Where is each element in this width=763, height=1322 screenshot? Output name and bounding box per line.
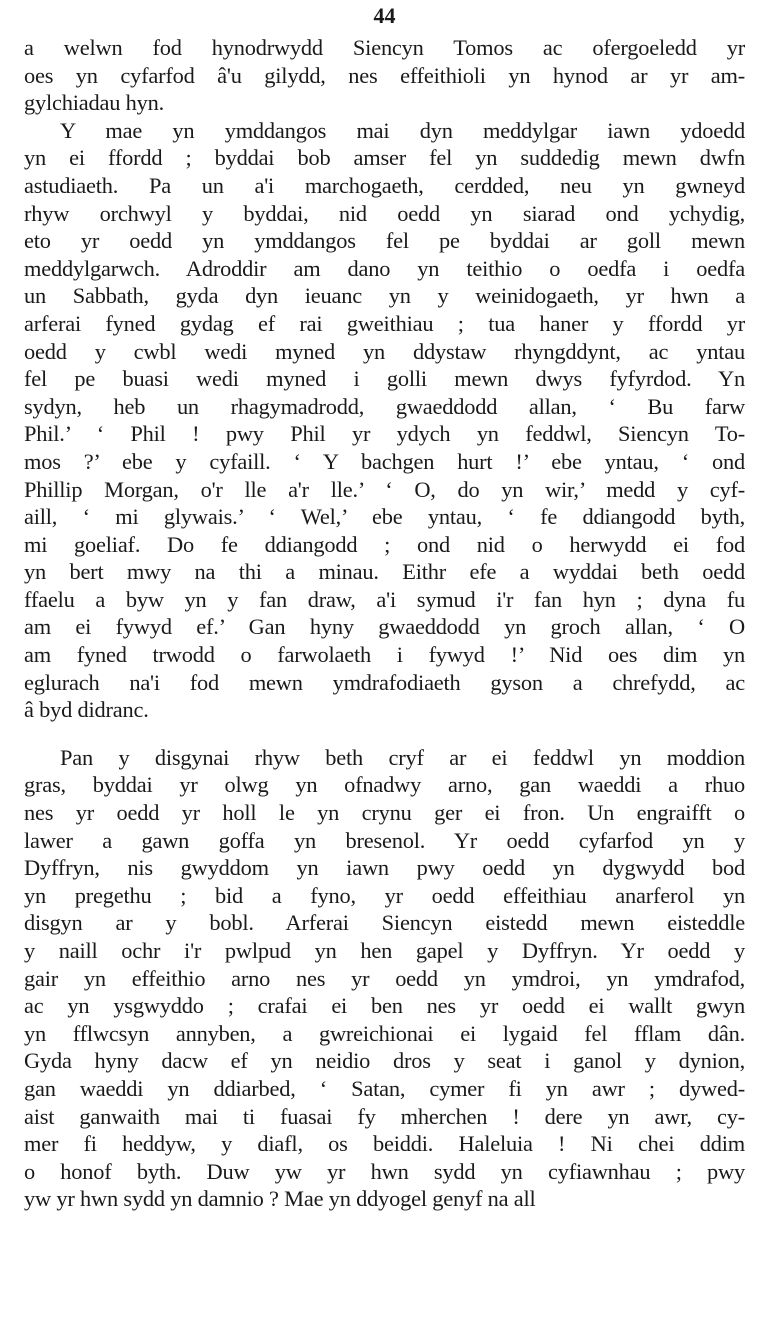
- text-line: fel pe buasi wedi myned i golli mewn dwys fyfyrdod. Yn: [24, 366, 745, 392]
- text-line: am fyned trwodd o farwolaeth i fywyd !’ Nid oes dim yn: [24, 642, 745, 668]
- text-line: mer fi heddyw, y diafl, os beiddi. Haleluia ! Ni chei ddim: [24, 1131, 745, 1157]
- text-line: Gyda hyny dacw ef yn neidio dros y seat i ganol y dynion,: [24, 1048, 745, 1074]
- text-line: nes yr oedd yr holl le yn crynu ger ei fron. Un engraifft o: [24, 800, 745, 826]
- paragraph: [24, 117, 745, 724]
- text-line: Dyffryn, nis gwyddom yn iawn pwy oedd yn dygwydd bod: [24, 855, 745, 881]
- text-line: yn bert mwy na thi a minau. Eithr efe a wyddai beth oedd: [24, 559, 745, 585]
- text-line: yn ei ffordd ; byddai bob amser fel yn suddedig mewn dwfn: [24, 145, 745, 171]
- text-line: eto yr oedd yn ymddangos fel pe byddai ar goll mewn: [24, 228, 745, 254]
- text-line: yw yr hwn sydd yn damnio ? Mae yn ddyogel genyf na all: [24, 1186, 536, 1212]
- text-line: o honof byth. Duw yw yr hwn sydd yn cyfiawnhau ; pwy: [24, 1158, 745, 1184]
- text-line: mi goeliaf. Do fe ddiangodd ; ond nid o herwydd ei fod: [24, 531, 745, 557]
- text-line: rhyw orchwyl y byddai, nid oedd yn siarad ond ychydig,: [24, 200, 745, 226]
- page-number: 44: [373, 3, 396, 28]
- text-line: aist ganwaith mai ti fuasai fy mherchen ! dere yn awr, cy-: [24, 1103, 745, 1129]
- text-line: gan waeddi yn ddiarbed, ‘ Satan, cymer fi yn awr ; dywed-: [24, 1075, 745, 1101]
- text-line: Phillip Morgan, o'r lle a'r lle.’ ‘ O, do yn wir,’ medd y cyf-: [24, 476, 745, 502]
- text-line: meddylgarwch. Adroddir am dano yn teithio o oedfa i oedfa: [24, 255, 745, 281]
- text-line: gras, byddai yr olwg yn ofnadwy arno, gan waeddi a rhuo: [24, 772, 745, 798]
- paragraph: [24, 744, 745, 1213]
- text-line: Phil.’ ‘ Phil ! pwy Phil yr ydych yn feddwl, Siencyn To-: [24, 421, 745, 447]
- text-line: gair yn effeithio arno nes yr oedd yn ymdroi, yn ymdrafod,: [24, 965, 745, 991]
- text-line: yn fflwcsyn annyben, a gwreichionai ei lygaid fel fflam dân.: [24, 1020, 745, 1046]
- text-line: lawer a gawn goffa yn bresenol. Yr oedd cyfarfod yn y: [24, 827, 745, 853]
- text-line: aill, ‘ mi glywais.’ ‘ Wel,’ ebe yntau, ‘ fe ddiangodd byth,: [24, 504, 745, 530]
- text-line: ac yn ysgwyddo ; crafai ei ben nes yr oedd ei wallt gwyn: [24, 993, 745, 1019]
- text-line: mos ?’ ebe y cyfaill. ‘ Y bachgen hurt !’ ebe yntau, ‘ ond: [24, 448, 745, 474]
- text-line: ffaelu a byw yn y fan draw, a'i symud i'r fan hyn ; dyna fu: [24, 586, 745, 612]
- text-line: oes yn cyfarfod â'u gilydd, nes effeithioli yn hynod ar yr am-: [24, 62, 745, 88]
- text-line: y naill ochr i'r pwlpud yn hen gapel y Dyffryn. Yr oedd y: [24, 938, 745, 963]
- text-line: disgyn ar y bobl. Arferai Siencyn eistedd mewn eisteddle: [24, 910, 745, 936]
- text-line: Pan y disgynai rhyw beth cryf ar ei feddwl yn moddion: [60, 744, 745, 770]
- text-line: am ei fywyd ef.’ Gan hyny gwaeddodd yn groch allan, ‘ O: [24, 614, 745, 640]
- text-line: astudiaeth. Pa un a'i marchogaeth, cerdded, neu yn gwneyd: [24, 172, 745, 198]
- text-line: Y mae yn ymddangos mai dyn meddylgar iawn ydoedd: [60, 117, 745, 143]
- text-line: gylchiadau hyn.: [24, 90, 165, 116]
- body-text: [24, 34, 745, 1213]
- text-line: a welwn fod hynodrwydd Siencyn Tomos ac ofergoeledd yr: [24, 35, 745, 60]
- text-line: oedd y cwbl wedi myned yn ddystaw rhyngddynt, ac yntau: [24, 338, 745, 364]
- text-line: un Sabbath, gyda dyn ieuanc yn y weinidogaeth, yr hwn a: [24, 283, 745, 309]
- text-line: yn pregethu ; bid a fyno, yr oedd effeithiau anarferol yn: [24, 882, 745, 908]
- paragraph: [24, 34, 745, 117]
- text-line: sydyn, heb un rhagymadrodd, gwaeddodd allan, ‘ Bu farw: [24, 393, 745, 419]
- text-line: eglurach na'i fod mewn ymdrafodiaeth gyson a chrefydd, ac: [24, 669, 745, 695]
- text-line: â byd didranc.: [24, 697, 149, 723]
- text-line: arferai fyned gydag ef rai gweithiau ; tua haner y ffordd yr: [24, 310, 745, 336]
